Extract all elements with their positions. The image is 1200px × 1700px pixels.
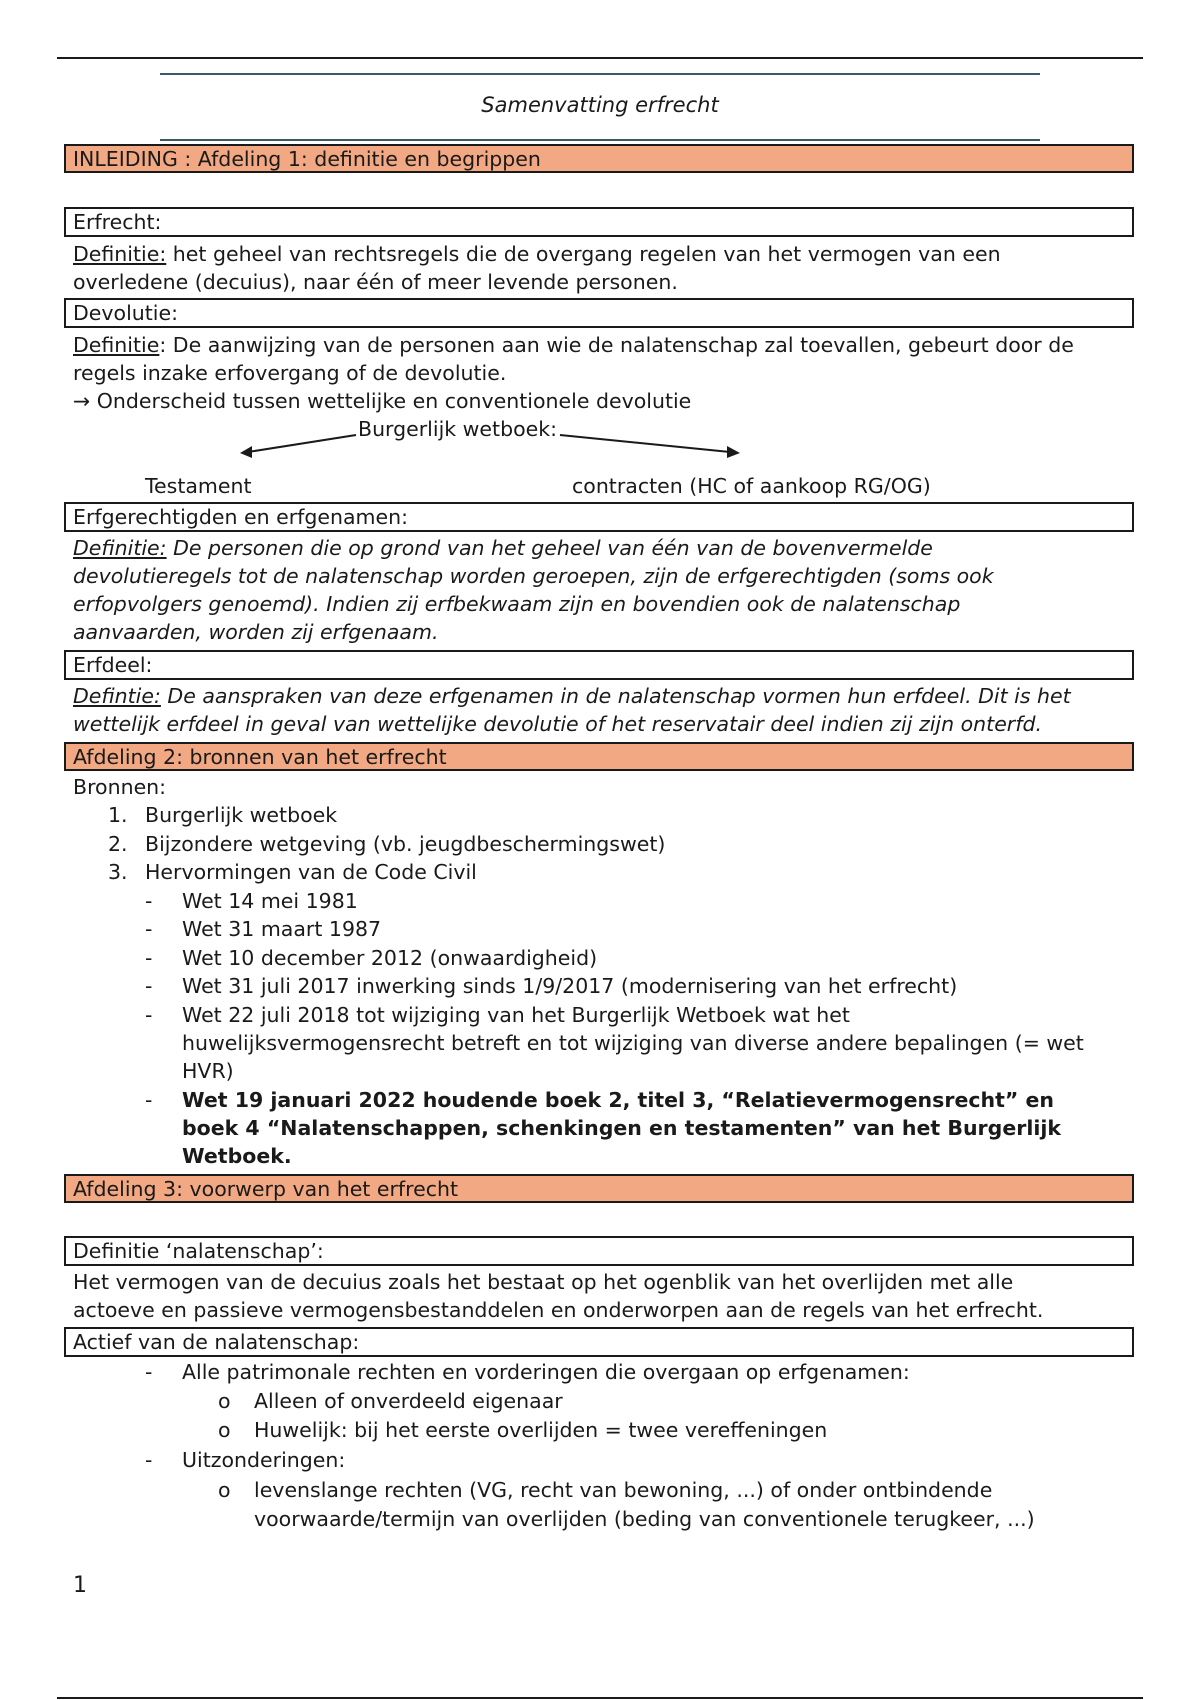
nalatenschap-line1: Het vermogen van de decuius zoals het bestaat op het ogenblik van het overlijden met alle	[73, 1270, 1014, 1294]
definition-text: het geheel van rechtsregels die de overgang regelen van het vermogen van een	[166, 242, 1001, 266]
definition-label: Definitie	[73, 333, 160, 357]
dash-bullet: -	[145, 917, 153, 941]
dash-bullet: -	[145, 974, 153, 998]
section-heading-2: Afdeling 2: bronnen van het erfrecht	[64, 742, 1134, 771]
reform-item-line3: HVR)	[182, 1059, 234, 1083]
dash-bullet: -	[145, 1360, 153, 1384]
reform-item-line1: Wet 22 juli 2018 tot wijziging van het Burgerlijk Wetboek wat het	[182, 1003, 850, 1027]
list-number: 3.	[108, 860, 128, 884]
erfrecht-definition-line2: overledene (decuius), naar één of meer levende personen.	[73, 270, 678, 294]
erfdeel-line2: wettelijk erfdeel in geval van wettelijke devolutie of het reservatair deel indien zij zijn onterfd.	[73, 712, 1042, 736]
actief-sub-3-line2: voorwaarde/termijn van overlijden (beding van conventionele terugkeer, ...)	[254, 1507, 1035, 1531]
devolutie-definition-line2: regels inzake erfovergang of de devolutie.	[73, 361, 507, 385]
actief-bullet-2: Uitzonderingen:	[182, 1448, 346, 1472]
list-number: 2.	[108, 832, 128, 856]
arrow-left-head	[240, 446, 252, 458]
arrow-right	[560, 435, 730, 452]
definition-label: Definitie:	[73, 242, 167, 266]
reform-item: Wet 31 maart 1987	[182, 917, 382, 941]
term-box-erfgerechtigden: Erfgerechtigden en erfgenamen:	[64, 502, 1134, 532]
reform-item-line2: huwelijksvermogensrecht betreft en tot wijziging van diverse andere bepalingen (= wet	[182, 1031, 1084, 1055]
erfgerechtigden-line1	[73, 534, 933, 562]
reform-bold-line2: boek 4 “Nalatenschappen, schenkingen en testamenten” van het Burgerlijk	[182, 1116, 1062, 1140]
reform-item: Wet 14 mei 1981	[182, 889, 358, 913]
definition-text: De aanspraken van deze erfgenamen in de nalatenschap vormen hun erfdeel. Dit is het	[160, 684, 1071, 708]
erfdeel-line1	[73, 682, 1071, 710]
definition-text: : De aanwijzing van de personen aan wie de nalatenschap zal toevallen, gebeurt door de	[159, 333, 1074, 357]
term-box-devolutie: Devolutie:	[64, 298, 1134, 328]
reform-item: Wet 31 juli 2017 inwerking sinds 1/9/2017 (modernisering van het erfrecht)	[182, 974, 958, 998]
actief-bullet-1: Alle patrimonale rechten en vorderingen die overgaan op erfgenamen:	[182, 1360, 910, 1384]
diagram-arrows	[0, 0, 1200, 480]
diagram-center-label: Burgerlijk wetboek:	[358, 417, 558, 441]
section-heading-1: INLEIDING : Afdeling 1: definitie en begrippen	[64, 144, 1134, 173]
reform-bold-line3: Wetboek.	[182, 1144, 292, 1168]
term-box-erfdeel: Erfdeel:	[64, 650, 1134, 680]
circle-bullet: o	[218, 1478, 231, 1502]
dash-bullet: -	[145, 1448, 153, 1472]
actief-sub-1: Alleen of onverdeeld eigenaar	[254, 1389, 563, 1413]
term-box-actief: Actief van de nalatenschap:	[64, 1327, 1134, 1357]
dash-bullet: -	[145, 889, 153, 913]
erfgerechtigden-line4: aanvaarden, worden zij erfgenaam.	[73, 620, 439, 644]
reform-item: Wet 10 december 2012 (onwaardigheid)	[182, 946, 598, 970]
term-box-nalatenschap: Definitie ‘nalatenschap’:	[64, 1236, 1134, 1266]
dash-bullet: -	[145, 946, 153, 970]
dash-bullet: -	[145, 1088, 153, 1112]
actief-sub-3-line1: levenslange rechten (VG, recht van bewoning, ...) of onder ontbindende	[254, 1478, 993, 1502]
circle-bullet: o	[218, 1389, 231, 1413]
actief-sub-2: Huwelijk: bij het eerste overlijden = twee vereffeningen	[254, 1418, 828, 1442]
definition-label: Definitie:	[73, 536, 167, 560]
definition-text: De personen die op grond van het geheel van één van de bovenvermelde	[166, 536, 933, 560]
list-item: Hervormingen van de Code Civil	[145, 860, 477, 884]
list-item: Burgerlijk wetboek	[145, 803, 338, 827]
nalatenschap-line2: actoeve en passieve vermogensbestanddelen en onderworpen aan de regels van het erfrecht.	[73, 1298, 1044, 1322]
definition-label: Defintie:	[73, 684, 161, 708]
document-title: Samenvatting erfrecht	[481, 93, 719, 117]
erfgerechtigden-line3: erfopvolgers genoemd). Indien zij erfbekwaam zijn en bovendien ook de nalatenschap	[73, 592, 961, 616]
reform-bold-line1: Wet 19 januari 2022 houdende boek 2, titel 3, “Relatievermogensrecht” en	[182, 1088, 1055, 1112]
erfgerechtigden-line2: devolutieregels tot de nalatenschap worden geroepen, zijn de erfgerechtigden (soms ook	[73, 564, 994, 588]
dash-bullet: -	[145, 1003, 153, 1027]
page-number: 1	[73, 1573, 87, 1598]
section-heading-3: Afdeling 3: voorwerp van het erfrecht	[64, 1174, 1134, 1203]
arrow-left	[248, 435, 356, 452]
bronnen-label: Bronnen:	[73, 775, 167, 799]
circle-bullet: o	[218, 1418, 231, 1442]
list-item: Bijzondere wetgeving (vb. jeugdbeschermingswet)	[145, 832, 666, 856]
arrow-right-head	[727, 446, 740, 458]
diagram-left-label: Testament	[145, 474, 252, 498]
bottom-page-rule	[57, 1697, 1143, 1699]
devolutie-arrow-line: → Onderscheid tussen wettelijke en conventionele devolutie	[73, 389, 692, 413]
diagram-right-label: contracten (HC of aankoop RG/OG)	[572, 474, 931, 498]
term-box-erfrecht: Erfrecht:	[64, 207, 1134, 237]
list-number: 1.	[108, 803, 128, 827]
